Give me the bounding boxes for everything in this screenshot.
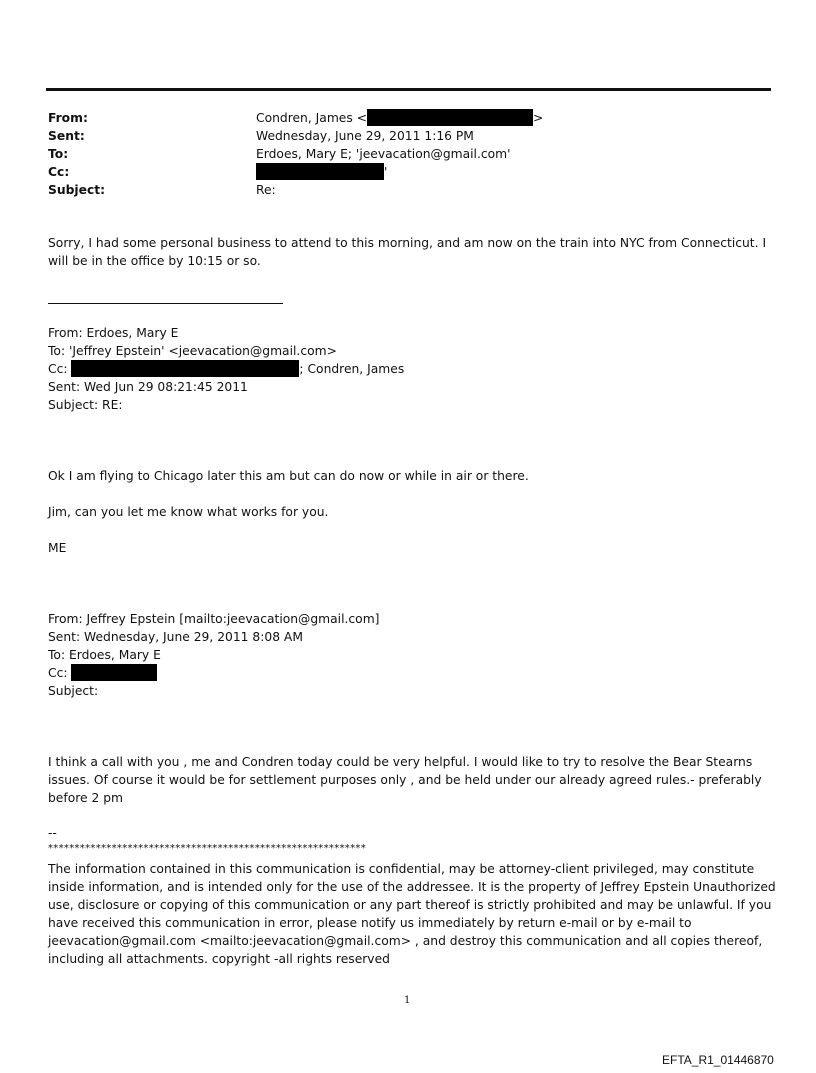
- quoted2-subject: Subject:: [48, 684, 99, 698]
- redaction-box: [256, 163, 384, 180]
- from-value-pre: Condren, James <: [256, 111, 367, 125]
- redaction-box: [367, 109, 533, 126]
- quoted1-cc: [48, 360, 404, 378]
- from-label: From:: [48, 111, 88, 125]
- quoted1-sent: Sent: Wed Jun 29 08:21:45 2011: [48, 380, 248, 394]
- redaction-box: [71, 664, 157, 681]
- reply-body: Sorry, I had some personal business to attend to this morning, and am now on the train into NYC from Connecticut. I will be in the office by 10:15 or so.: [48, 236, 767, 268]
- header-rule: [46, 88, 771, 91]
- quoted2-cc-pre: Cc:: [48, 666, 72, 680]
- subject-label: Subject:: [48, 183, 106, 197]
- quoted1-subject: Subject: RE:: [48, 398, 123, 412]
- separator-line: [48, 303, 283, 304]
- cc-label: Cc:: [48, 165, 70, 179]
- quoted2-sent: Sent: Wednesday, June 29, 2011 8:08 AM: [48, 630, 303, 644]
- to-value: Erdoes, Mary E; 'jeevacation@gmail.com': [256, 147, 511, 161]
- sent-value: Wednesday, June 29, 2011 1:16 PM: [256, 129, 474, 143]
- quoted1-body1: Ok I am flying to Chicago later this am but can do now or while in air or there.: [48, 469, 529, 483]
- quoted1-signoff: ME: [48, 541, 67, 555]
- quoted2-body: I think a call with you , me and Condren today could be very helpful. I would like to try to resolve the Bear Stearns issues. Of course it would be for settlement purposes only , and be held under our already agreed rules.- preferably before 2 pm: [48, 755, 762, 805]
- disclaimer-text: The information contained in this communication is confidential, may be attorney-client privileged, may constitute inside information, and is intended only for the use of the addressee. It is the property of Jeffrey Epstein Unauthorized use, disclosure or copying of this communication or any part thereof is strictly prohibited and may be unlawful. If you have received this communication in error, please notify us immediately by return e-mail or by e-mail to jeevacation@gmail.com <mailto:jeevacation@gmail.com> , and destroy this communication and all copies thereof, including all attachments. copyright -all rights reserved: [48, 862, 776, 966]
- quoted2-cc: [48, 664, 157, 682]
- quoted2-from: From: Jeffrey Epstein [mailto:jeevacation@gmail.com]: [48, 612, 380, 626]
- cc-value-post: ': [384, 165, 388, 179]
- from-value: [256, 109, 543, 127]
- quoted1-from: From: Erdoes, Mary E: [48, 326, 179, 340]
- quoted1-cc-pre: Cc:: [48, 362, 72, 376]
- page-number: 1: [404, 995, 411, 1006]
- document-id: EFTA_R1_01446870: [662, 1053, 774, 1067]
- quoted1-to: To: 'Jeffrey Epstein' <jeevacation@gmail.com>: [48, 344, 337, 358]
- redaction-box: [71, 360, 299, 377]
- cc-value: [256, 163, 387, 181]
- from-value-post: >: [533, 111, 544, 125]
- quoted1-body2: Jim, can you let me know what works for you.: [48, 505, 329, 519]
- signature-dashes: --: [48, 826, 57, 840]
- sent-label: Sent:: [48, 129, 85, 143]
- signature-stars: ************************************************************: [48, 843, 366, 854]
- to-label: To:: [48, 147, 69, 161]
- subject-value: Re:: [256, 183, 276, 197]
- quoted1-cc-post: ; Condren, James: [299, 362, 405, 376]
- quoted2-to: To: Erdoes, Mary E: [48, 648, 161, 662]
